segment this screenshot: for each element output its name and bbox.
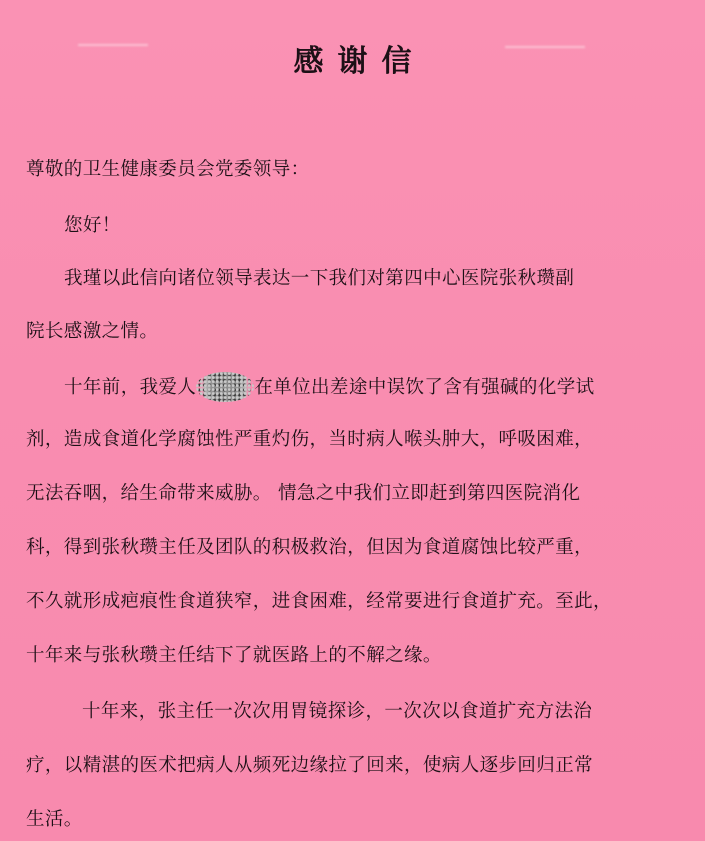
paragraph-line: 疗，以精湛的医术把病人从频死边缘拉了回来，使病人逐步回归正常 — [26, 755, 594, 776]
paragraph-line: 不久就形成疤痕性食道狭窄，进食困难，经常要进行食道扩充。至此， — [26, 591, 612, 612]
paragraph-line: 我瑾以此信向诸位领导表达一下我们对第四中心医院张秋瓒副 — [64, 268, 575, 289]
letter-title: 感谢信 — [293, 44, 426, 79]
paragraph-line: 无法吞咽，给生命带来威胁。 情急之中我们立即赶到第四医院消化 — [26, 483, 581, 504]
greeting: 您好！ — [64, 215, 121, 236]
redacted-name — [196, 372, 254, 402]
salutation: 尊敬的卫生健康委员会党委领导： — [26, 159, 310, 180]
paragraph-text: 十年前，我爱人 — [64, 377, 197, 398]
paragraph-line: 院长感激之情。 — [26, 321, 159, 342]
paragraph-line: 生活。 — [26, 809, 83, 830]
paragraph-line: 剂，造成食道化学腐蚀性严重灼伤，当时病人喉头肿大，呼吸困难， — [26, 429, 594, 450]
paragraph-line — [64, 372, 595, 402]
paragraph-text: 在单位出差途中误饮了含有强碱的化学试 — [254, 377, 595, 398]
paragraph-line: 十年来，张主任一次次用胃镜探诊，一次次以食道扩充方法治 — [82, 701, 593, 722]
paragraph-line: 科，得到张秋瓒主任及团队的积极救治，但因为食道腐蚀比较严重， — [26, 537, 594, 558]
paragraph-line: 十年来与张秋瓒主任结下了就医路上的不解之缘。 — [26, 645, 442, 666]
